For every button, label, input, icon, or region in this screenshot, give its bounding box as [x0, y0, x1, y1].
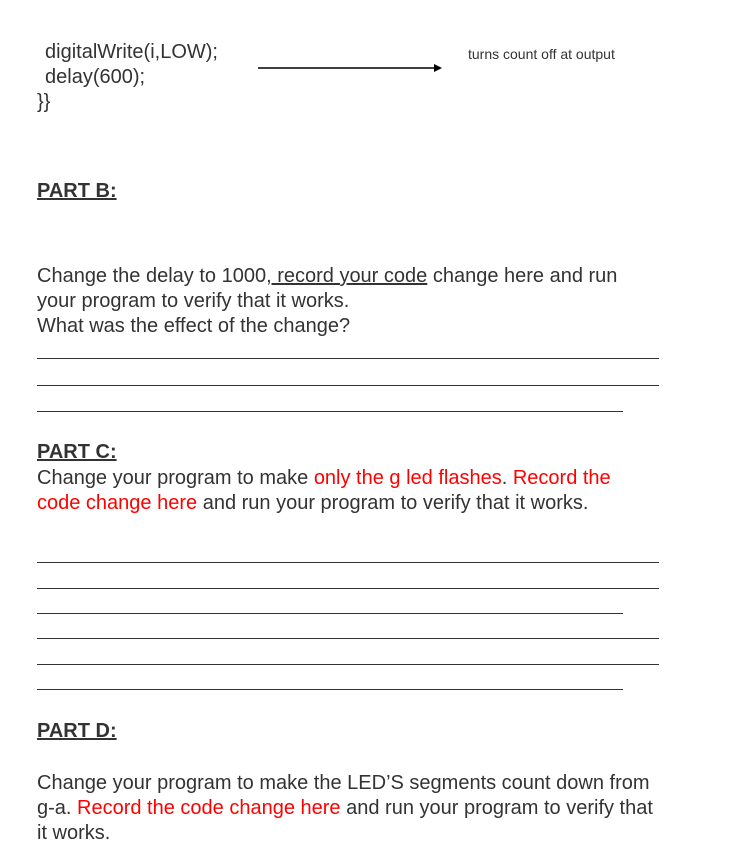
part-d-instructions [37, 771, 667, 846]
code-line-digitalwrite: digitalWrite(i,LOW); [45, 41, 218, 63]
answer-line [37, 385, 659, 386]
part-d-heading: PART D: [37, 720, 117, 742]
part-b-question: What was the effect of the change? [37, 315, 351, 337]
part-c-highlight-g-led: only the g led flashes [313, 467, 502, 489]
part-c-heading: PART C: [37, 441, 117, 463]
part-c-highlight-record: Record the code change here [37, 467, 611, 514]
part-b-heading: PART B: [37, 180, 117, 202]
code-line-delay: delay(600); [45, 66, 146, 88]
part-d-text-end: and run your program to verify that it works. [37, 797, 653, 844]
code-line-closing-braces: }} [37, 91, 51, 113]
answer-line [37, 411, 623, 412]
answer-line [37, 638, 659, 639]
part-d-highlight-record: Record the code change here [77, 797, 341, 819]
answer-line [37, 588, 659, 589]
part-c-text-cont: . [501, 467, 513, 489]
output-annotation: turns count off at output [468, 46, 615, 62]
part-b-instructions [37, 264, 657, 339]
part-d-text: Change your program to make the LED’S segments count down from g-a. [37, 772, 650, 819]
part-c-text-end: and run your program to verify that it works. [197, 492, 589, 514]
record-code-link: , record your code [266, 265, 428, 287]
answer-line [37, 358, 659, 359]
part-b-text: Change the delay to 1000 [37, 265, 267, 287]
part-c-instructions [37, 466, 657, 516]
part-c-text: Change your program to make [37, 467, 314, 489]
answer-line [37, 664, 659, 665]
answer-line [37, 562, 659, 563]
arrow-right-icon [258, 61, 443, 75]
answer-line [37, 689, 623, 690]
part-b-text-cont: change here and run your program to verify that it works. [37, 265, 618, 312]
answer-line [37, 613, 623, 614]
